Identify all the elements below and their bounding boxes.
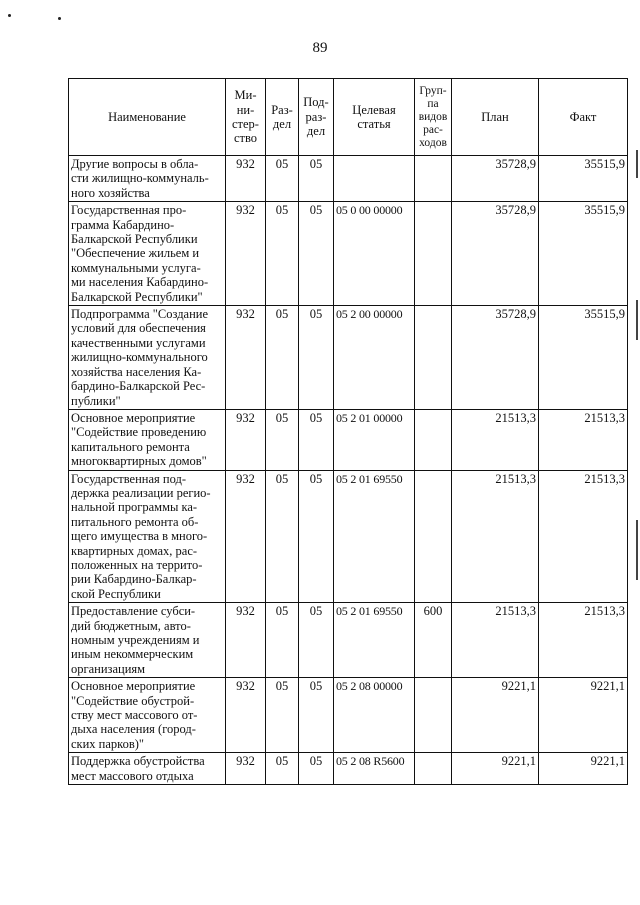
scan-edge-mark	[636, 300, 638, 340]
table-row	[69, 753, 628, 785]
cell-fact: 21513,3	[539, 603, 628, 678]
cell-ministry: 932	[226, 409, 266, 470]
cell-expense-group	[415, 202, 452, 306]
cell-fact: 9221,1	[539, 678, 628, 753]
cell-ministry: 932	[226, 678, 266, 753]
cell-subsection: 05	[299, 603, 334, 678]
cell-target-article: 05 2 01 69550	[334, 470, 415, 603]
table-row	[69, 156, 628, 202]
cell-ministry: 932	[226, 306, 266, 410]
table-row	[69, 470, 628, 603]
cell-plan: 21513,3	[452, 603, 539, 678]
header-expense-group: Груп- па видов рас- ходов	[415, 79, 452, 156]
cell-target-article: 05 2 08 R5600	[334, 753, 415, 785]
cell-section: 05	[266, 202, 299, 306]
cell-section: 05	[266, 409, 299, 470]
cell-name: Государственная под- держка реализации регио- нальной программы ка- питального ремонта об- щего имущества в много- квартирных домах, рас- положенных на террито- рии Кабардино-Балкар- ской Республики	[69, 470, 226, 603]
cell-target-article	[334, 156, 415, 202]
scan-edge-mark	[636, 520, 638, 580]
cell-ministry: 932	[226, 470, 266, 603]
header-fact: Факт	[539, 79, 628, 156]
cell-fact: 9221,1	[539, 753, 628, 785]
header-subsection: Под- раз- дел	[299, 79, 334, 156]
cell-section: 05	[266, 156, 299, 202]
scan-speck	[58, 17, 61, 20]
cell-expense-group	[415, 753, 452, 785]
header-ministry: Ми- ни- стер- ство	[226, 79, 266, 156]
cell-subsection: 05	[299, 409, 334, 470]
cell-expense-group	[415, 156, 452, 202]
cell-fact: 35515,9	[539, 156, 628, 202]
cell-ministry: 932	[226, 156, 266, 202]
cell-name: Подпрограмма "Создание условий для обеспечения качественными услугами жилищно-коммунального хозяйства населения Ка- бардино-Балкарской Рес- публики"	[69, 306, 226, 410]
cell-subsection: 05	[299, 202, 334, 306]
cell-ministry: 932	[226, 202, 266, 306]
header-target-article: Целевая статья	[334, 79, 415, 156]
cell-plan: 21513,3	[452, 409, 539, 470]
cell-expense-group: 600	[415, 603, 452, 678]
table-row	[69, 202, 628, 306]
cell-target-article: 05 2 08 00000	[334, 678, 415, 753]
header-plan: План	[452, 79, 539, 156]
cell-expense-group	[415, 409, 452, 470]
cell-fact: 21513,3	[539, 470, 628, 603]
cell-name: Предоставление субси- дий бюджетным, авто- номным учреждениям и иным некоммерческим организациям	[69, 603, 226, 678]
cell-plan: 35728,9	[452, 306, 539, 410]
cell-fact: 35515,9	[539, 202, 628, 306]
cell-ministry: 932	[226, 603, 266, 678]
cell-subsection: 05	[299, 306, 334, 410]
cell-name: Основное мероприятие "Содействие обустрой- ству мест массового от- дыха населения (город- ских парков)"	[69, 678, 226, 753]
table-row	[69, 409, 628, 470]
page-number: 89	[312, 40, 328, 56]
cell-plan: 9221,1	[452, 753, 539, 785]
cell-ministry: 932	[226, 753, 266, 785]
cell-name: Поддержка обустройства мест массового отдыха	[69, 753, 226, 785]
cell-target-article: 05 0 00 00000	[334, 202, 415, 306]
cell-expense-group	[415, 306, 452, 410]
table-header-row	[69, 79, 628, 156]
table-row	[69, 306, 628, 410]
table-row	[69, 678, 628, 753]
cell-plan: 35728,9	[452, 156, 539, 202]
header-name: Наименование	[69, 79, 226, 156]
cell-target-article: 05 2 00 00000	[334, 306, 415, 410]
cell-name: Другие вопросы в обла- сти жилищно-коммуналь- ного хозяйства	[69, 156, 226, 202]
cell-subsection: 05	[299, 156, 334, 202]
cell-name: Основное мероприятие "Содействие проведению капитального ремонта многоквартирных домов"	[69, 409, 226, 470]
cell-section: 05	[266, 753, 299, 785]
cell-subsection: 05	[299, 470, 334, 603]
cell-subsection: 05	[299, 753, 334, 785]
cell-section: 05	[266, 678, 299, 753]
cell-expense-group	[415, 678, 452, 753]
cell-section: 05	[266, 470, 299, 603]
cell-fact: 21513,3	[539, 409, 628, 470]
cell-target-article: 05 2 01 69550	[334, 603, 415, 678]
cell-section: 05	[266, 603, 299, 678]
cell-plan: 35728,9	[452, 202, 539, 306]
cell-name: Государственная про- грамма Кабардино- Балкарской Республики "Обеспечение жильем и коммунальными услуга- ми населения Кабардино- Балкарской Республики"	[69, 202, 226, 306]
cell-plan: 9221,1	[452, 678, 539, 753]
scan-edge-mark	[636, 150, 638, 178]
cell-fact: 35515,9	[539, 306, 628, 410]
budget-table	[68, 78, 628, 785]
cell-section: 05	[266, 306, 299, 410]
header-section: Раз- дел	[266, 79, 299, 156]
scan-speck	[8, 14, 11, 17]
cell-subsection: 05	[299, 678, 334, 753]
cell-expense-group	[415, 470, 452, 603]
table-row	[69, 603, 628, 678]
cell-target-article: 05 2 01 00000	[334, 409, 415, 470]
cell-plan: 21513,3	[452, 470, 539, 603]
